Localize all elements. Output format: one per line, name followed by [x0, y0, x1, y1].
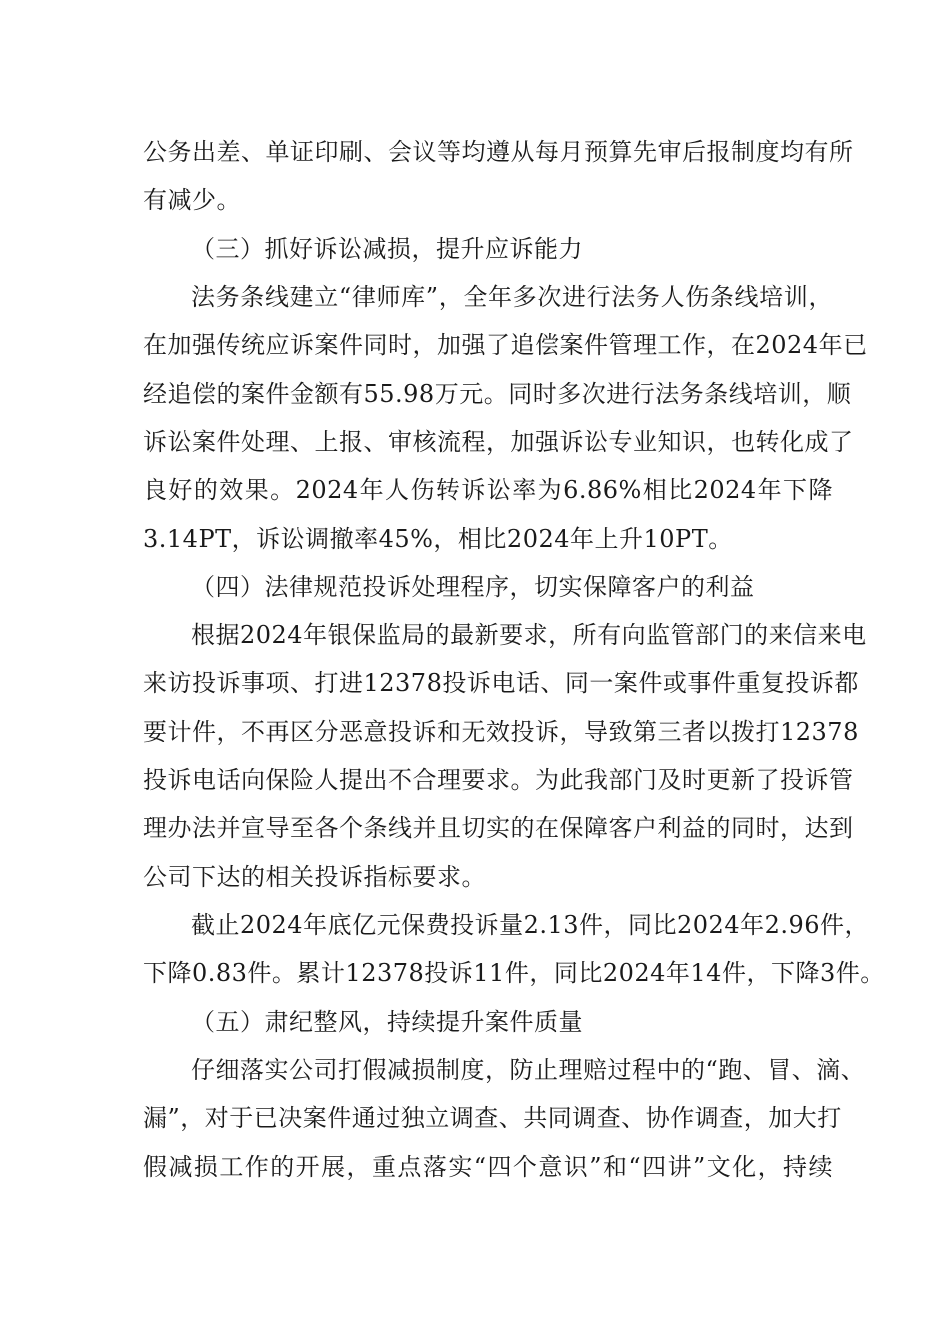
section-heading-3: （三）抓好诉讼减损，提升应诉能力 — [191, 235, 583, 263]
body-text-line: 良好的效果。2024年人伤转诉讼率为6.86%相比2024年下降 — [143, 476, 833, 504]
body-text-line: 漏”，对于已决案件通过独立调查、共同调查、协作调查，加大打 — [143, 1104, 842, 1132]
body-text-line: 下降0.83件。累计12378投诉11件，同比2024年14件，下降3件。 — [143, 959, 885, 987]
body-text-line: 来访投诉事项、打进12378投诉电话、同一案件或事件重复投诉都 — [143, 669, 859, 697]
body-text-line: 根据2024年银保监局的最新要求，所有向监管部门的来信来电 — [191, 621, 867, 649]
body-text-line: 仔细落实公司打假减损制度，防止理赔过程中的“跑、冒、滴、 — [191, 1056, 866, 1084]
body-text-line: 假减损工作的开展，重点落实“四个意识”和“四讲”文化，持续 — [143, 1153, 833, 1181]
body-text-line: 3.14PT，诉讼调撤率45%，相比2024年上升10PT。 — [143, 525, 733, 553]
section-heading-5: （五）肃纪整风，持续提升案件质量 — [191, 1008, 583, 1036]
body-text-line: 法务条线建立“律师库”，全年多次进行法务人伤条线培训， — [191, 283, 833, 311]
body-text-line: 要计件，不再区分恶意投诉和无效投诉，导致第三者以拨打12378 — [143, 718, 859, 746]
body-text-line: 投诉电话向保险人提出不合理要求。为此我部门及时更新了投诉管 — [143, 766, 854, 794]
body-text-line: 有减少。 — [143, 186, 241, 214]
section-heading-4: （四）法律规范投诉处理程序，切实保障客户的利益 — [191, 573, 755, 601]
body-text-line: 公司下达的相关投诉指标要求。 — [143, 863, 486, 891]
body-text-line: 诉讼案件处理、上报、审核流程，加强诉讼专业知识，也转化成了 — [143, 428, 854, 456]
body-text-line: 在加强传统应诉案件同时，加强了追偿案件管理工作，在2024年已 — [143, 331, 868, 359]
body-text-line: 理办法并宣导至各个条线并且切实的在保障客户利益的同时，达到 — [143, 814, 854, 842]
body-text-line: 经追偿的案件金额有55.98万元。同时多次进行法务条线培训，顺 — [143, 380, 852, 408]
body-text-line: 公务出差、单证印刷、会议等均遵从每月预算先审后报制度均有所 — [143, 138, 854, 166]
body-text-line: 截止2024年底亿元保费投诉量2.13件，同比2024年2.96件， — [191, 911, 870, 939]
